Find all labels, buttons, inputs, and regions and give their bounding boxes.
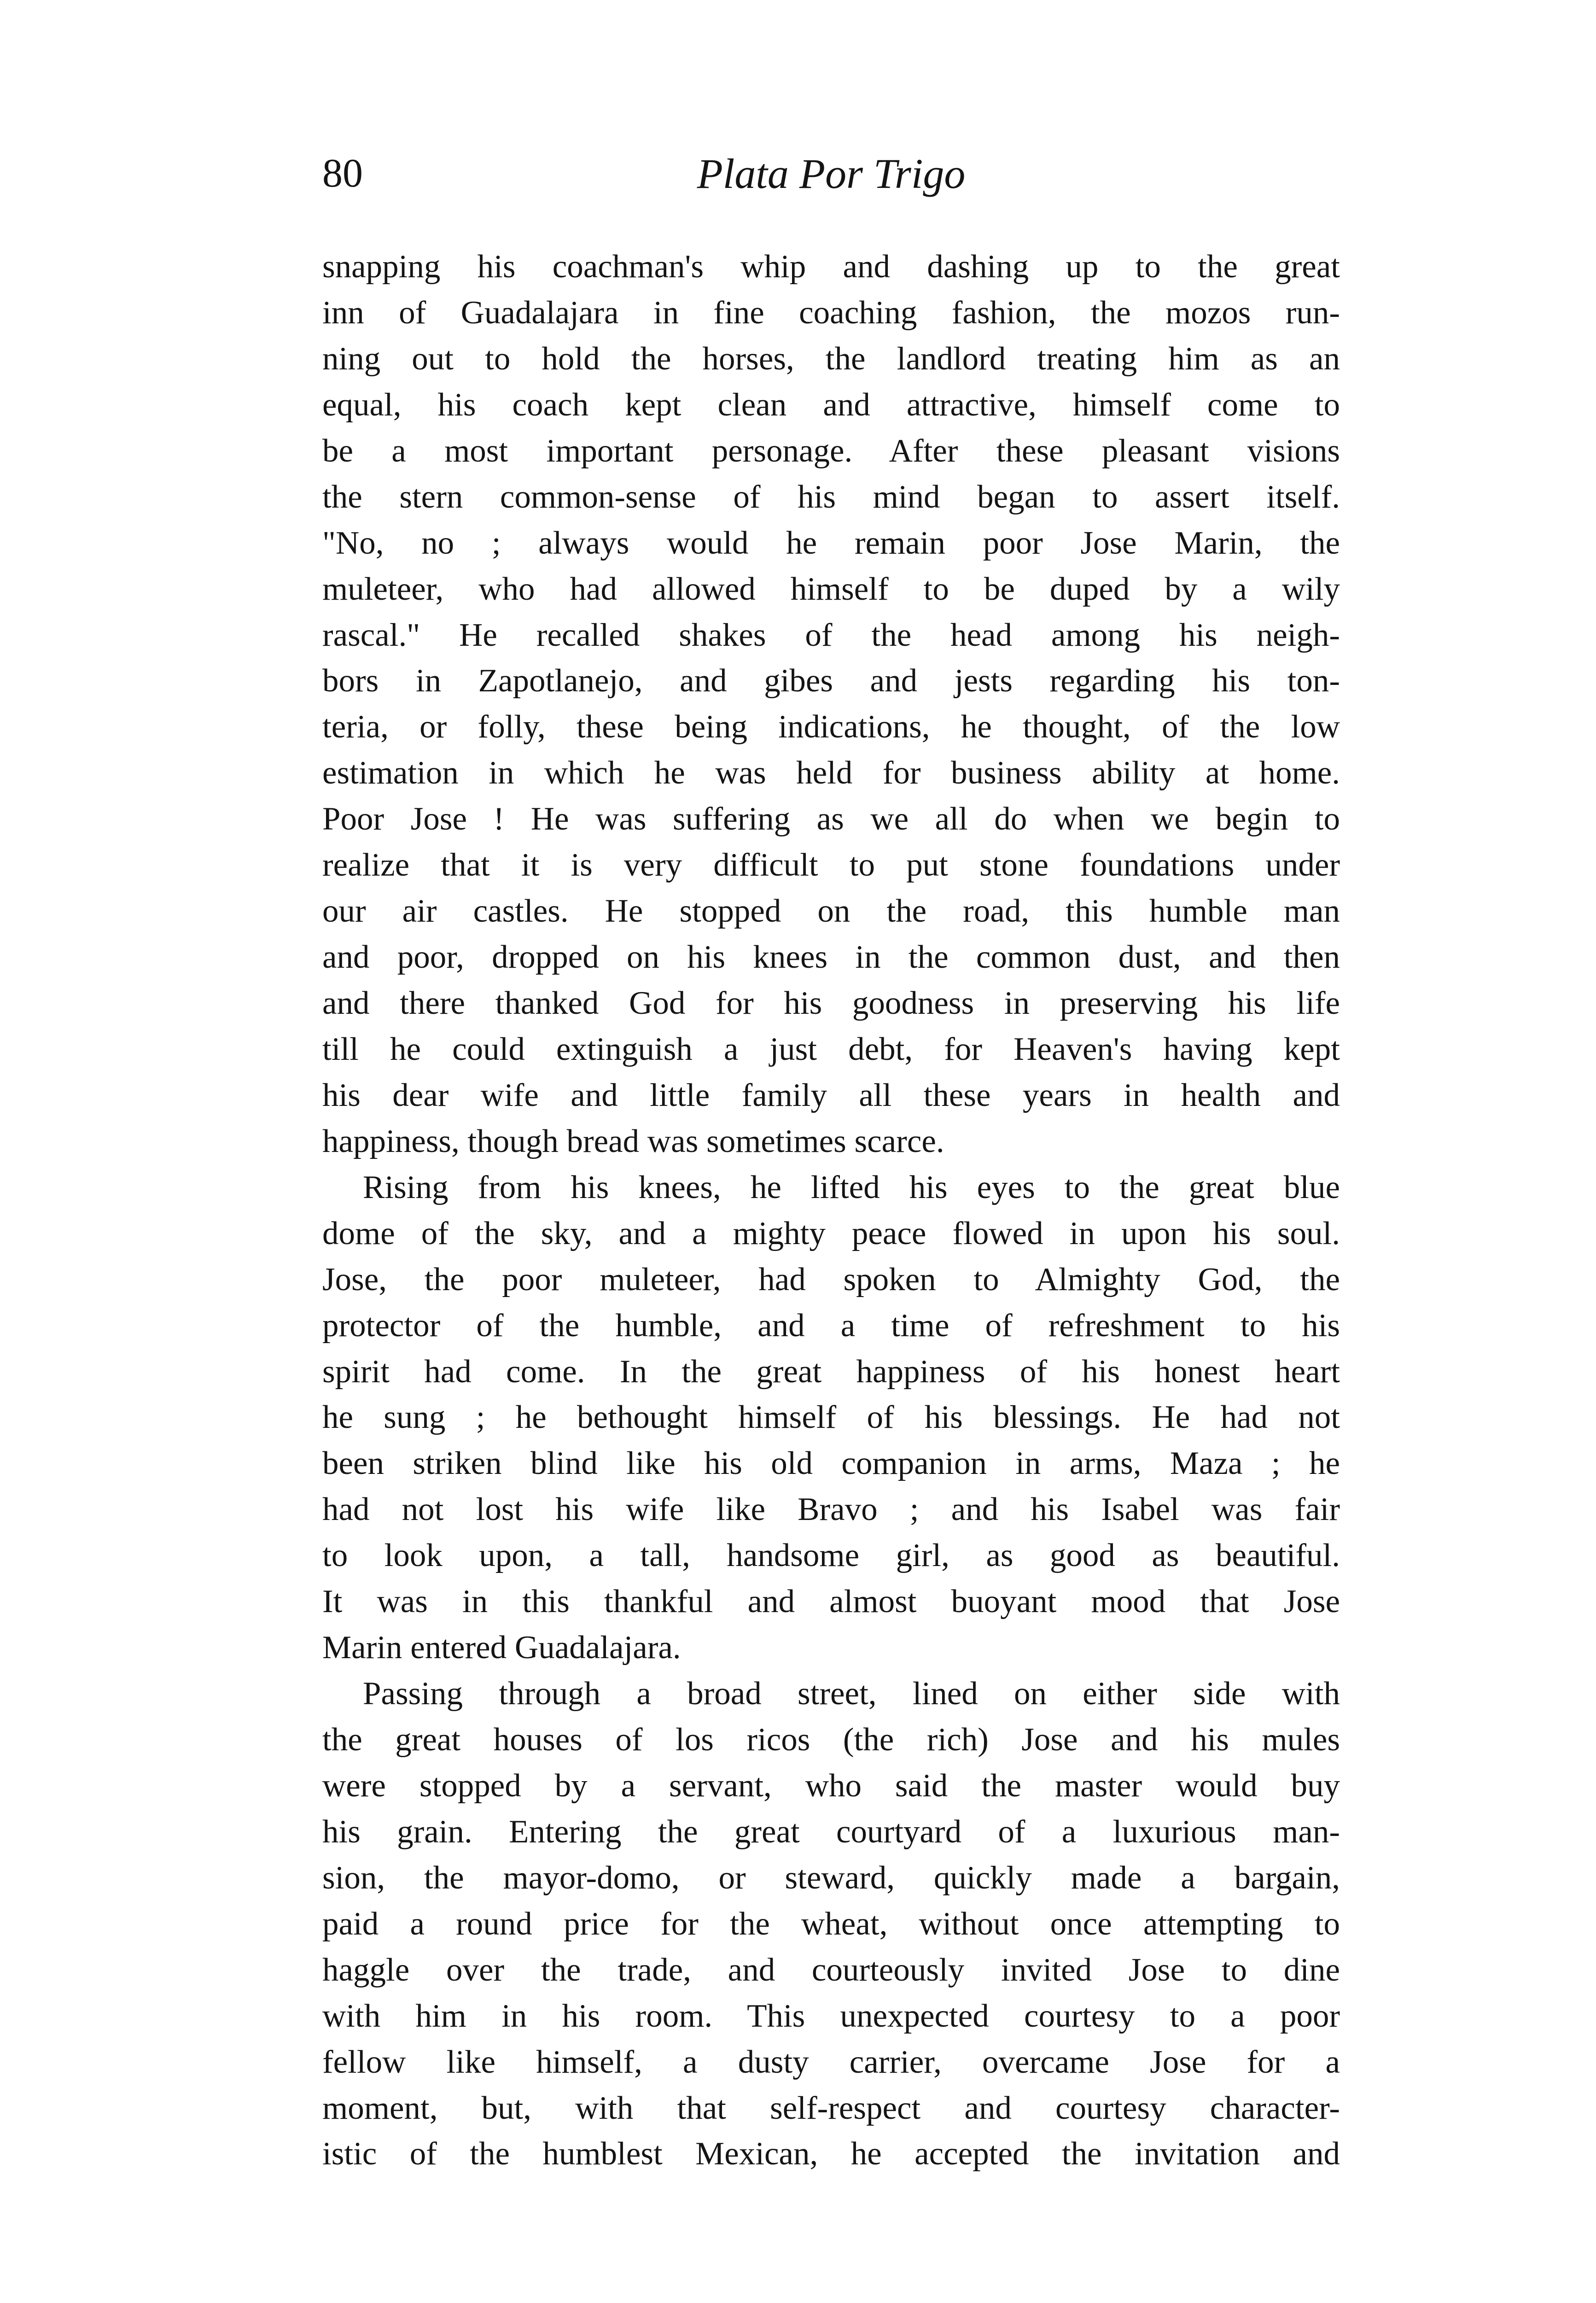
text-line: were stopped by a servant, who said the master would buy [322,1767,1340,1804]
text-line: sion, the mayor-domo, or steward, quickly made a bargain, [322,1859,1340,1896]
text-line: his dear wife and little family all these years in health and [322,1077,1340,1113]
text-line: realize that it is very difficult to put stone foundations under [322,847,1340,883]
text-line: ning out to hold the horses, the landlord treating him as an [322,340,1340,377]
text-line: Rising from his knees, he lifted his eyes to the great blue [363,1169,1340,1205]
body-text [322,244,1340,2177]
text-line: bors in Zapotlanejo, and gibes and jests regarding his ton- [322,663,1340,699]
text-line: fellow like himself, a dusty carrier, overcame Jose for a [322,2044,1340,2080]
text-line: paid a round price for the wheat, without once attempting to [322,1906,1340,1942]
text-line: spirit had come. In the great happiness of his honest heart [322,1353,1340,1390]
text-line: his grain. Entering the great courtyard of a luxurious man- [322,1813,1340,1850]
page-number: 80 [322,151,363,196]
text-line: Jose, the poor muleteer, had spoken to Almighty God, the [322,1261,1340,1298]
text-line: protector of the humble, and a time of refreshment to his [322,1307,1340,1344]
text-line: the great houses of los ricos (the rich) Jose and his mules [322,1722,1340,1758]
text-line: Marin entered Guadalajara. [322,1630,681,1666]
text-line: he sung ; he bethought himself of his blessings. He had not [322,1399,1340,1436]
text-line: the stern common-sense of his mind began to assert itself. [322,479,1340,515]
text-line: and poor, dropped on his knees in the common dust, and then [322,939,1340,976]
text-line: our air castles. He stopped on the road, this humble man [322,893,1340,929]
text-line: with him in his room. This unexpected courtesy to a poor [322,1998,1340,2034]
text-line: muleteer, who had allowed himself to be duped by a wily [322,571,1340,607]
text-line: moment, but, with that self-respect and courtesy character- [322,2090,1340,2126]
text-line: equal, his coach kept clean and attractive, himself come to [322,386,1340,423]
text-line: happiness, though bread was sometimes scarce. [322,1123,944,1159]
text-line: estimation in which he was held for business ability at home. [322,755,1340,791]
text-line: snapping his coachman's whip and dashing up to the great [322,249,1340,285]
text-line: till he could extinguish a just debt, for Heaven's having kept [322,1031,1340,1067]
text-line: istic of the humblest Mexican, he accepted the invitation and [322,2136,1340,2172]
text-line: It was in this thankful and almost buoyant mood that Jose [322,1584,1340,1620]
running-title: Plata Por Trigo [697,150,966,197]
text-line: haggle over the trade, and courteously invited Jose to dine [322,1952,1340,1988]
text-line: and there thanked God for his goodness in preserving his life [322,985,1340,1021]
text-line: rascal." He recalled shakes of the head among his neigh- [322,617,1340,653]
text-line: be a most important personage. After these pleasant visions [322,433,1340,469]
text-line: "No, no ; always would he remain poor Jose Marin, the [322,525,1340,561]
text-line: dome of the sky, and a mighty peace flowed in upon his soul. [322,1215,1340,1251]
text-line: Poor Jose ! He was suffering as we all do when we begin to [322,801,1340,837]
page-header [322,148,1340,199]
text-line: to look upon, a tall, handsome girl, as good as beautiful. [322,1537,1340,1574]
text-line: had not lost his wife like Bravo ; and his Isabel was fair [322,1491,1340,1528]
text-line: Passing through a broad street, lined on either side with [363,1676,1340,1712]
text-line: inn of Guadalajara in fine coaching fashion, the mozos run- [322,294,1340,331]
text-line: teria, or folly, these being indications, he thought, of the low [322,709,1340,745]
text-line: been striken blind like his old companion in arms, Maza ; he [322,1445,1340,1482]
